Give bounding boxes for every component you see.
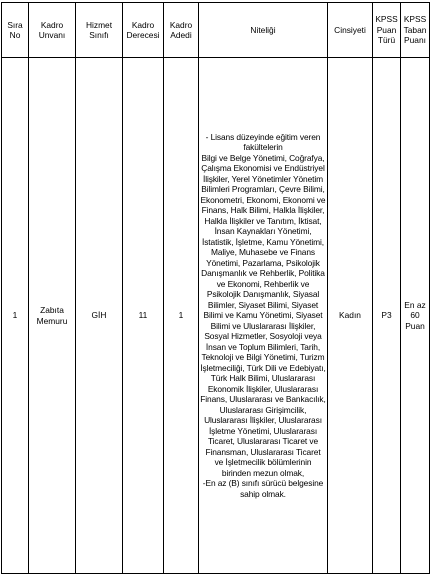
cell-kadro-unvani: Zabıta Memuru (29, 58, 76, 574)
niteligi-line: Uluslararası İlişkiler, Uluslararası (204, 415, 322, 426)
cell-kadro-derecesi: 11 (123, 58, 164, 574)
niteligi-line: birinden mezun olmak, (221, 467, 305, 478)
niteligi-line: ve Ekonomi, Rehberlik ve (216, 278, 310, 289)
cell-cinsiyeti: Kadın (328, 58, 373, 574)
header-kpss-taban-puani: KPSS Taban Puanı (401, 3, 430, 58)
niteligi-line: Ekonometri, Ekonomi, Ekonomi ve (200, 194, 326, 205)
kadro-table (1, 2, 430, 574)
table-row (2, 58, 430, 574)
cell-sira-no: 1 (2, 58, 29, 574)
niteligi-line: Bilimleri Programları, Çevre Bilimi, (201, 184, 325, 195)
niteligi-line: Bilimi ve Uluslararası İlişkiler, (210, 320, 316, 331)
header-kadro-adedi: Kadro Adedi (164, 3, 199, 58)
niteligi-line: İlişkiler, Yerel Yönetimler Yönetim (202, 173, 324, 184)
niteligi-line: İşletme Yönetimi, Uluslararası (208, 425, 318, 436)
niteligi-line: fakültelerin (243, 142, 283, 153)
niteligi-line: Maliye, Muhasebe ve Finans (210, 247, 315, 258)
niteligi-line: Yönetimi, Pazarlama, Psikolojik (206, 257, 320, 268)
header-sira-no: Sıra No (2, 3, 29, 58)
cell-hizmet-sinifi: GİH (76, 58, 123, 574)
niteligi-line: Bilimler, Siyaset Bilimi, Siyaset (207, 299, 319, 310)
niteligi-line: Finansman, Uluslararası Ticaret (205, 446, 321, 457)
niteligi-line: İşletmeciliği, Türk Dili ve Edebiyatı, (200, 362, 326, 373)
niteligi-line: Sosyal Hizmetler, Sosyoloji veya (204, 331, 322, 342)
niteligi-line: Finans, Halk Bilimi, Halkla İlişkiler, (201, 205, 325, 216)
cell-kpss-puan-turu: P3 (373, 58, 401, 574)
niteligi-line: Danışmanlık ve Rehberlik, Politika (201, 268, 325, 279)
header-kpss-puan-turu: KPSS Puan Türü (373, 3, 401, 58)
header-niteligi: Niteliği (199, 3, 328, 58)
niteligi-line: Bilgi ve Belge Yönetimi, Coğrafya, (201, 152, 325, 163)
niteligi-line: Bilimi ve Kamu Yönetimi, Siyaset (203, 310, 323, 321)
niteligi-line: İnsan Kaynakları Yönetimi, (214, 226, 312, 237)
niteligi-line: Finans, Uluslararası ve Bankacılık, (200, 394, 326, 405)
niteligi-line: Çalışma Ekonomisi ve Endüstriyel (201, 163, 325, 174)
niteligi-line: Teknoloji ve Bilgi Yönetimi, Turizm (201, 352, 325, 363)
niteligi-line: -En az (B) sınıfı sürücü belgesine (202, 478, 324, 489)
niteligi-text (199, 132, 327, 500)
header-kadro-unvani: Kadro Unvanı (29, 3, 76, 58)
niteligi-line: İnsan ve Toplum Bilimleri, Tarih, (205, 341, 321, 352)
header-row (2, 3, 430, 58)
niteligi-line: - Lisans düzeyinde eğitim veren (205, 131, 321, 142)
niteligi-line: Ticaret, Uluslararası Ticaret ve (207, 436, 319, 447)
header-cinsiyeti: Cinsiyeti (328, 3, 373, 58)
header-hizmet-sinifi: Hizmet Sınıfı (76, 3, 123, 58)
niteligi-line: Halkla İlişkiler ve Tanıtım, İktisat, (204, 215, 322, 226)
cell-kpss-taban-puani: En az 60 Puan (401, 58, 430, 574)
header-kadro-derecesi: Kadro Derecesi (123, 3, 164, 58)
niteligi-line: ve İşletmecilik bölümlerinin (214, 457, 312, 468)
niteligi-line: Psikolojik Danışmanlık, Siyasal (206, 289, 320, 300)
cell-niteligi (199, 58, 328, 574)
niteligi-line: İstatistik, İşletme, Kamu Yönetimi, (201, 236, 324, 247)
niteligi-line: Ekonomik İlişkiler, Uluslararası (207, 383, 319, 394)
cell-kadro-adedi: 1 (164, 58, 199, 574)
niteligi-line: sahip olmak. (240, 488, 286, 499)
niteligi-line: Türk Halk Bilimi, Uluslararası (210, 373, 316, 384)
niteligi-line: Uluslararası Girişimcilik, (219, 404, 307, 415)
